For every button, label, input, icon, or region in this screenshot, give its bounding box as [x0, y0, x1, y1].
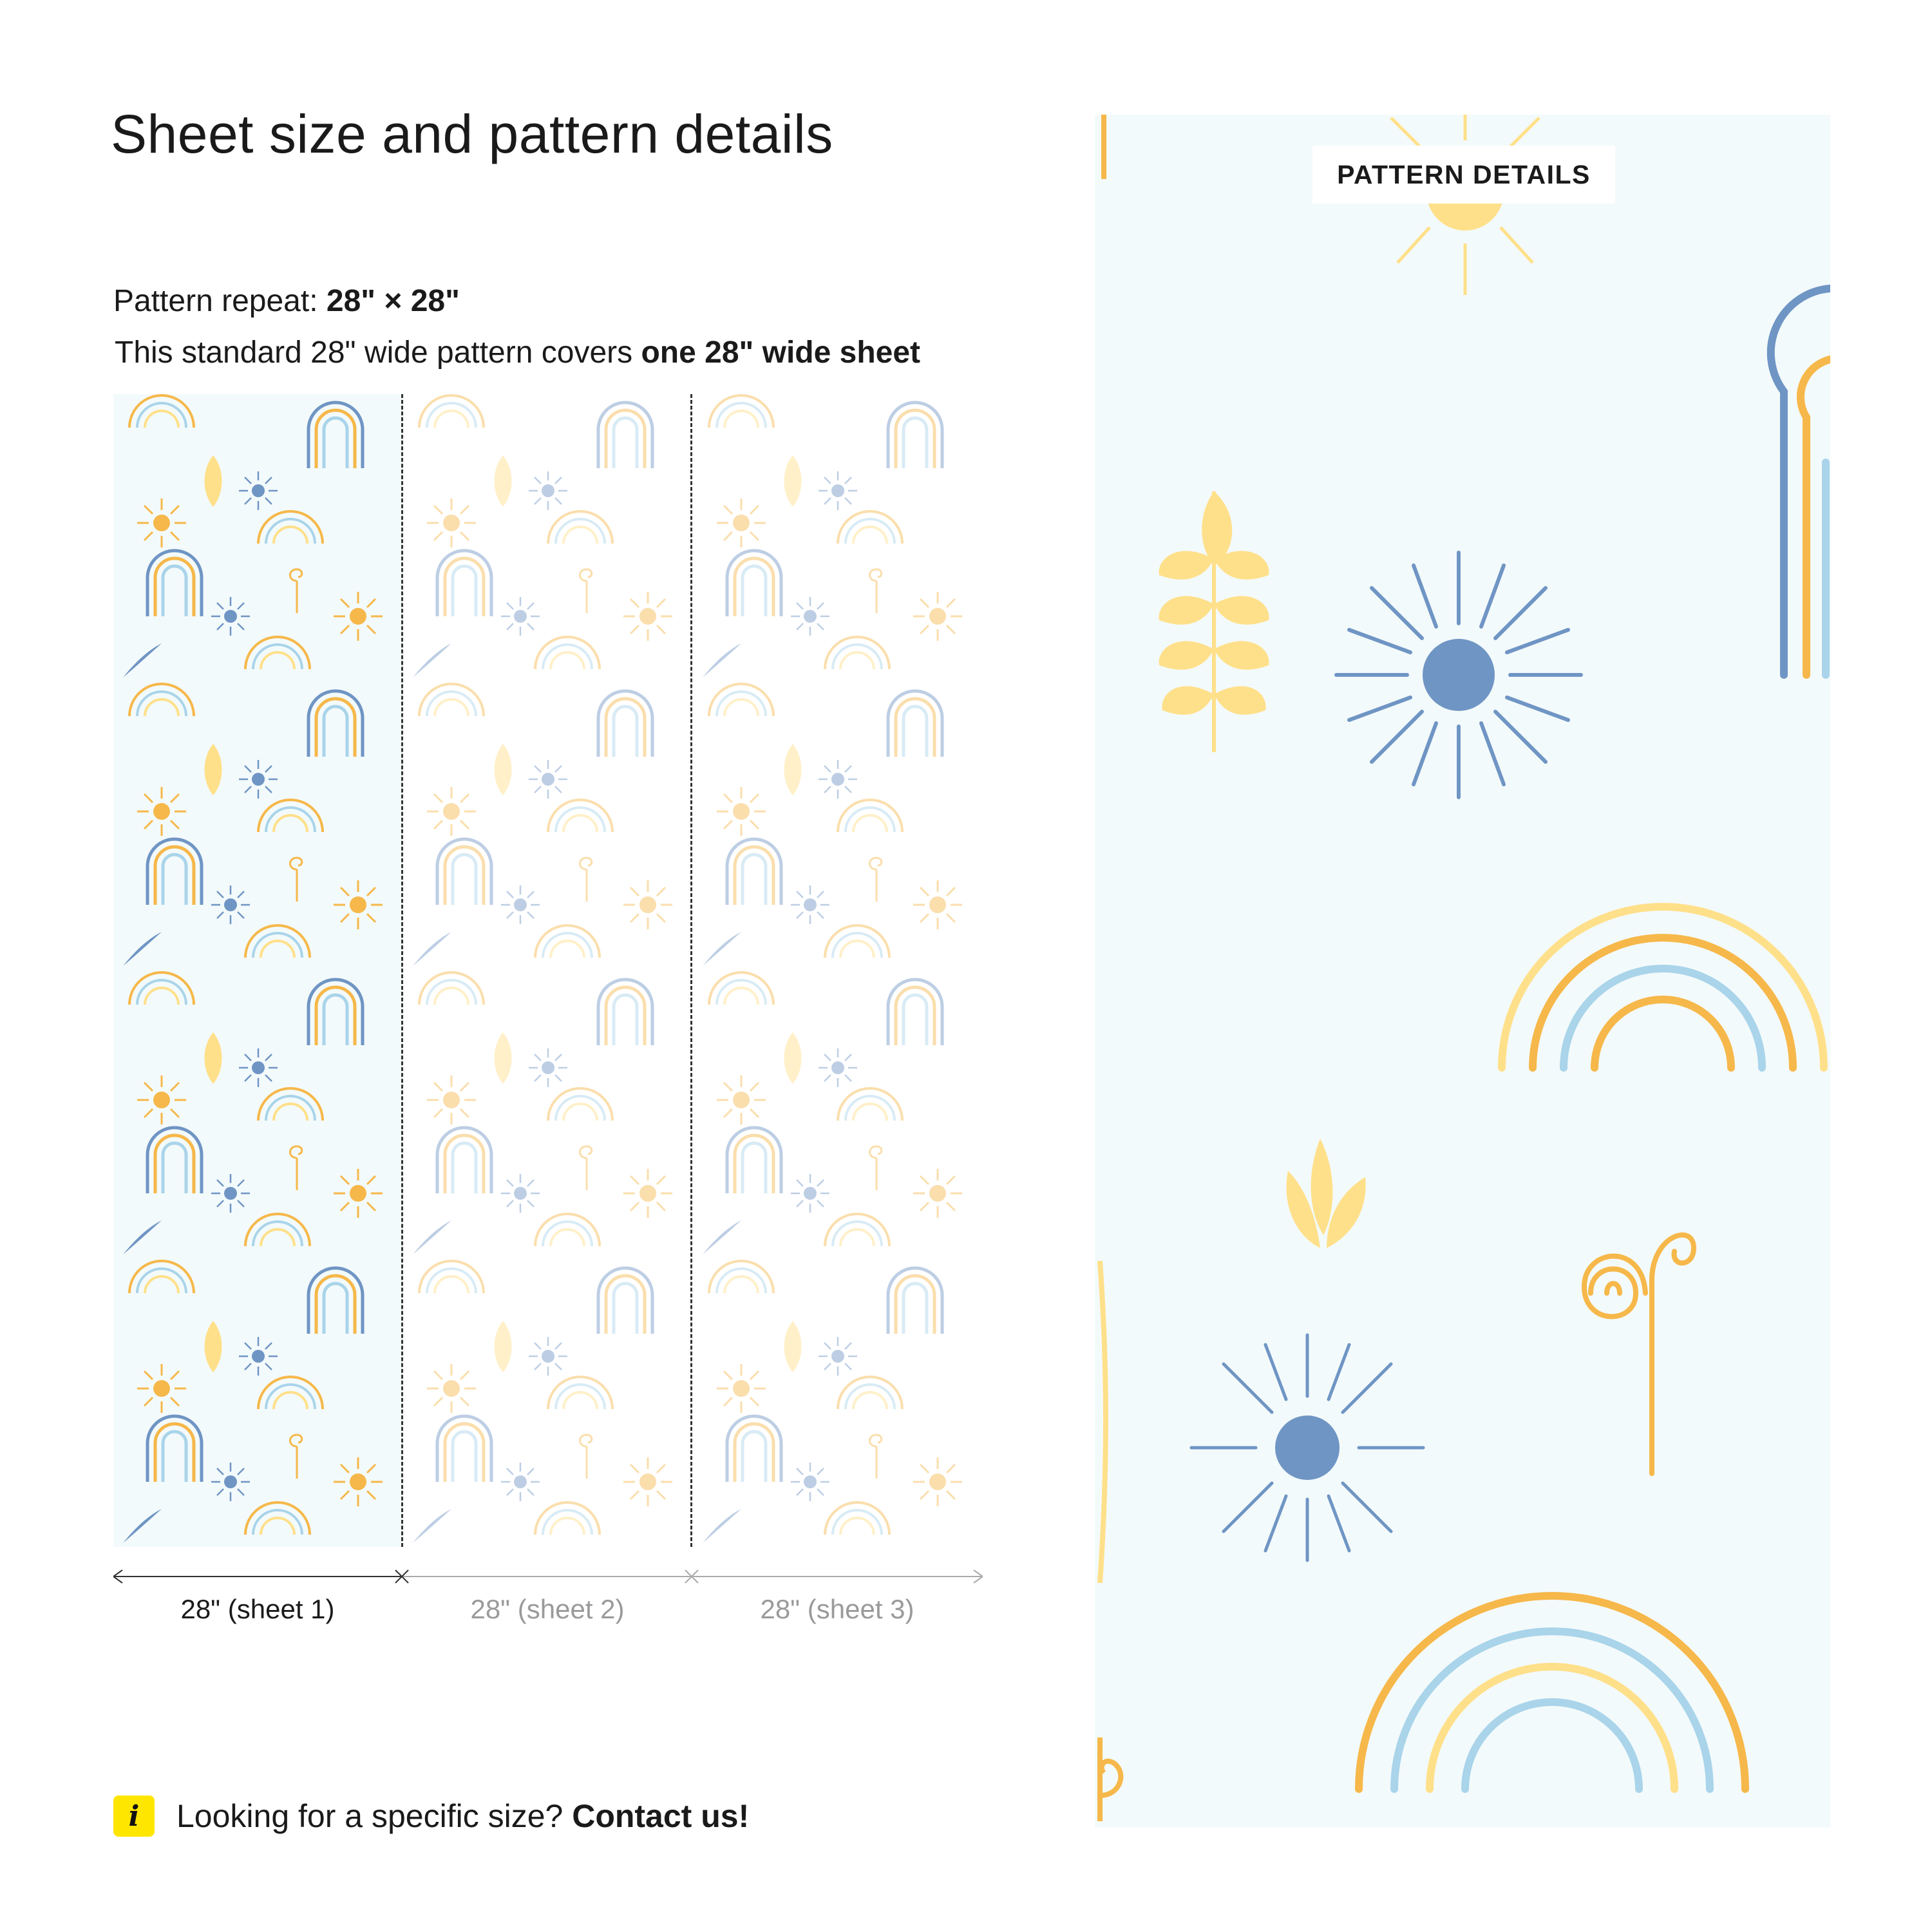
custom-size-note: [113, 1795, 749, 1837]
pattern-repeat-label: Pattern repeat:: [113, 284, 327, 318]
edge-decoration-icon: [1100, 115, 1121, 1821]
pattern-repeat: [113, 283, 460, 319]
blue-sun-small-icon: [1191, 1335, 1423, 1560]
pattern-detail-illustration: [1095, 115, 1830, 1828]
pattern-repeat-value: 28" × 28": [326, 284, 460, 318]
sheet-1-label: 28" (sheet 1): [180, 1594, 335, 1624]
sun-rays-top-icon: [1352, 115, 1578, 295]
pattern-tile-sheet-2: [403, 394, 692, 1547]
spiral-stem-icon: [1584, 1235, 1694, 1473]
coverage-label: This standard 28" wide pattern covers: [115, 336, 641, 370]
sheet-2-label: 28" (sheet 2): [470, 1594, 625, 1624]
coverage-text: [115, 335, 920, 370]
pattern-tile-sheet-3: [693, 394, 981, 1547]
contact-us-link[interactable]: Contact us!: [572, 1798, 750, 1834]
custom-size-question: Looking for a specific size?: [176, 1798, 573, 1834]
page-title: Sheet size and pattern details: [111, 104, 833, 164]
custom-size-text: [176, 1797, 749, 1835]
sheet-preview: [113, 394, 983, 1547]
rainbow-bottom-icon: [1359, 1596, 1745, 1789]
pattern-detail-panel: [1095, 115, 1830, 1828]
blue-sun-large-icon: [1336, 553, 1581, 797]
sheet-3-label: 28" (sheet 3): [760, 1594, 914, 1624]
sheet-3-pattern: [693, 394, 981, 1547]
rainbow-middle-icon: [1502, 907, 1824, 1068]
info-icon: i: [113, 1795, 155, 1837]
coverage-emphasis: one 28" wide sheet: [641, 336, 921, 370]
rainbow-arch-right-icon: [1771, 289, 1830, 675]
sheet-divider-2: [690, 394, 692, 1547]
leaf-sprig-icon: [1286, 1139, 1365, 1248]
wheat-leaf-icon: [1159, 491, 1269, 752]
width-measure: [113, 1564, 983, 1589]
pattern-tile-sheet-1: [113, 394, 402, 1547]
sheet-2-pattern: [403, 394, 692, 1547]
pattern-details-badge: PATTERN DETAILS: [1312, 146, 1615, 204]
sheet-1-pattern: [113, 394, 402, 1547]
